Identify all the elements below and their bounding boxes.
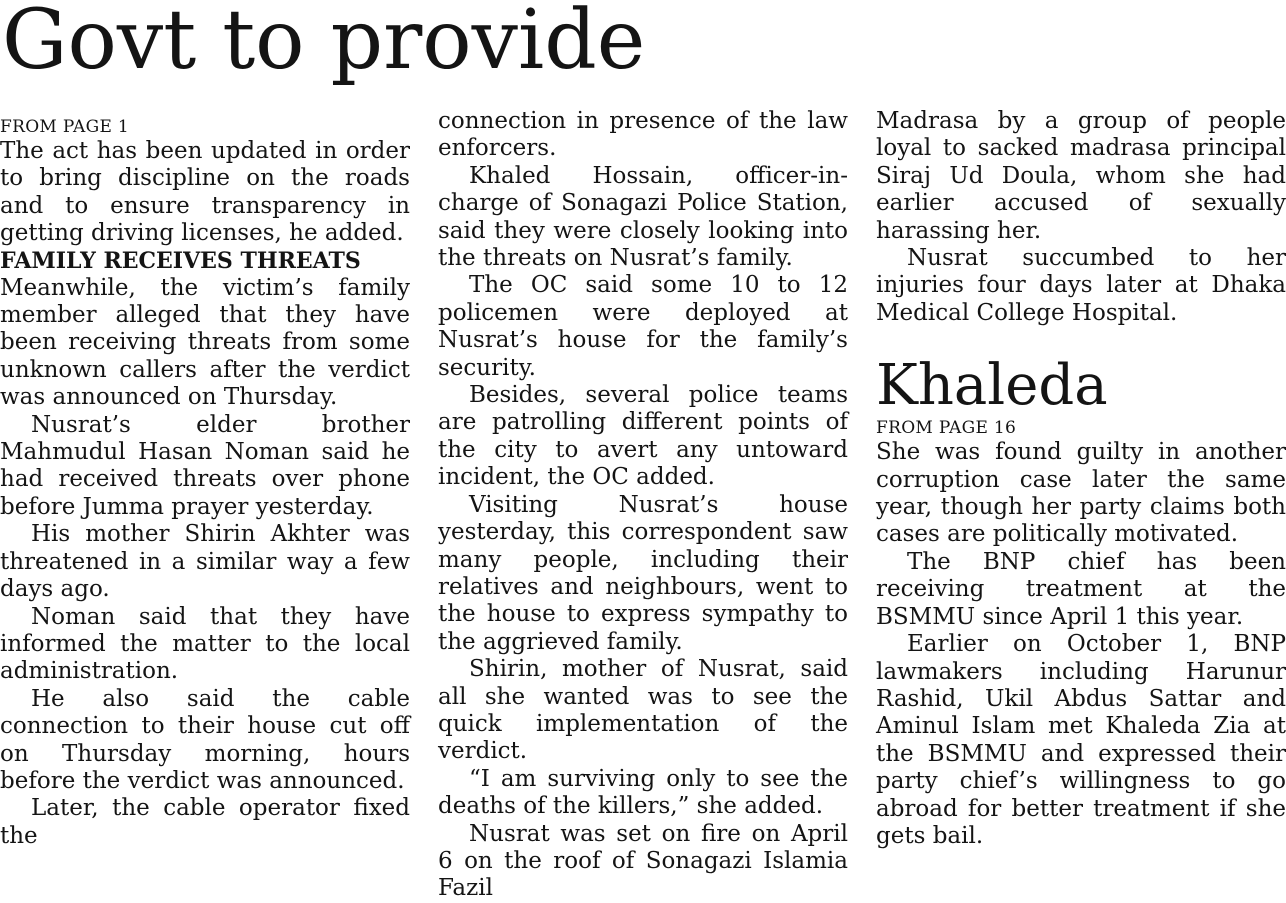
paragraph: Later, the cable operator fixed the — [0, 795, 410, 849]
paragraph: Noman said that they have informed the matter to the local administration. — [0, 603, 410, 685]
column-2 — [438, 108, 848, 903]
headline-khaleda: Khaleda — [876, 353, 1108, 419]
paragraph: connection in presence of the law enforcers. — [438, 108, 848, 162]
paragraph: Nusrat succumbed to her injuries four days later at Dhaka Medical College Hospital. — [876, 245, 1286, 326]
paragraph: His mother Shirin Akhter was threatened in a similar way a few days ago. — [0, 521, 410, 603]
column-3 — [876, 108, 1286, 850]
paragraph: Khaled Hossain, officer-in-charge of Sonagazi Police Station, said they were closely looking into the threats on Nusrat’s family. — [438, 162, 848, 272]
paragraph: She was found guilty in another corruption case later the same year, though her party claims both cases are politically motivated. — [876, 439, 1286, 548]
paragraph: Meanwhile, the victim’s family member alleged that they have been receiving threats from some unknown callers after the verdict was announced on Thursday. — [0, 274, 410, 411]
paragraph: Nusrat’s elder brother Mahmudul Hasan Noman said he had received threats over phone before Jumma prayer yesterday. — [0, 411, 410, 520]
jump-line-from-page-16: FROM PAGE 16 — [876, 418, 1017, 439]
headline-govt-to-provide: Govt to provide — [2, 0, 646, 88]
paragraph: Besides, several police teams are patrolling different points of the city to avert any untoward incident, the OC added. — [438, 382, 848, 491]
paragraph: The act has been updated in order to bring discipline on the roads and to ensure transparency in getting driving licenses, he added. — [0, 138, 410, 247]
paragraph: “I am surviving only to see the deaths of the killers,” she added. — [438, 765, 848, 820]
paragraph: Earlier on October 1, BNP lawmakers including Harunur Rashid, Ukil Abdus Sattar and Aminul Islam met Khaleda Zia at the BSMMU and expressed their party chief’s willingness to go abroad for better treatment if she gets bail. — [876, 631, 1286, 849]
paragraph: The OC said some 10 to 12 policemen were deployed at Nusrat’s house for the family’s security. — [438, 272, 848, 381]
paragraph: Madrasa by a group of people loyal to sacked madrasa principal Siraj Ud Doula, whom she had earlier accused of sexually harassing her. — [876, 108, 1286, 244]
column-1 — [0, 108, 410, 850]
paragraph: He also said the cable connection to their house cut off on Thursday morning, hours before the verdict was announced. — [0, 685, 410, 794]
paragraph: The BNP chief has been receiving treatment at the BSMMU since April 1 this year. — [876, 548, 1286, 630]
jump-line-from-page-1: FROM PAGE 1 — [0, 117, 130, 137]
paragraph: Visiting Nusrat’s house yesterday, this correspondent saw many people, including their relatives and neighbours, went to the house to express sympathy to the aggrieved family. — [438, 491, 848, 655]
paragraph: Shirin, mother of Nusrat, said all she wanted was to see the quick implementation of the verdict. — [438, 656, 848, 765]
subhead-family-receives-threats: FAMILY RECEIVES THREATS — [0, 247, 361, 274]
paragraph: Nusrat was set on fire on April 6 on the roof of Sonagazi Islamia Fazil — [438, 820, 848, 902]
